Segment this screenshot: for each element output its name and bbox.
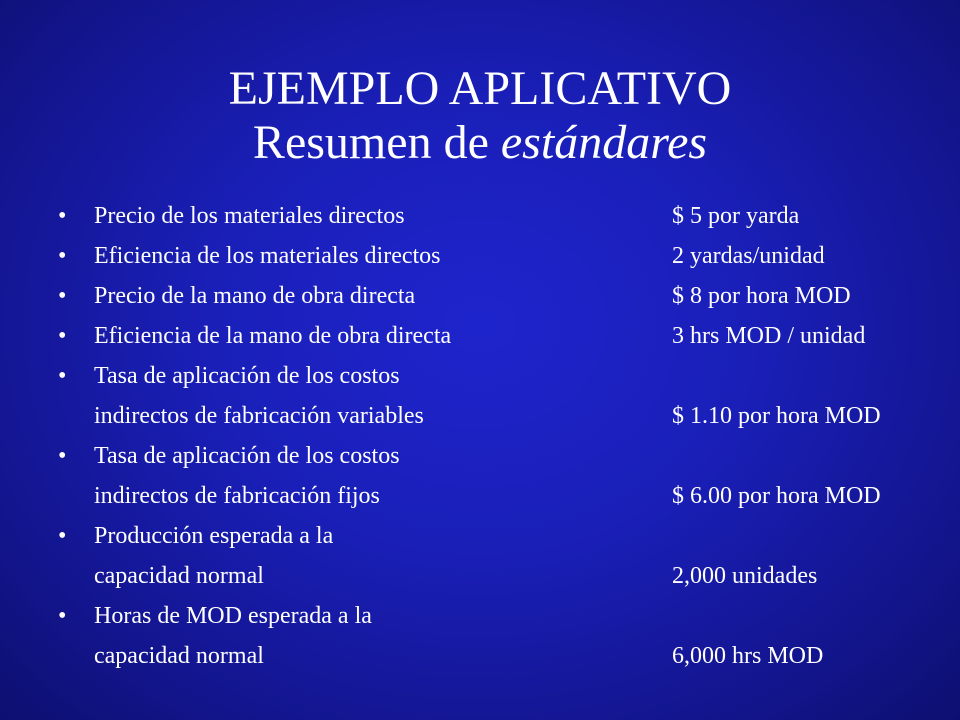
item-label: Eficiencia de los materiales directos — [94, 243, 441, 269]
bullet-icon: • — [58, 203, 67, 229]
slide-title — [0, 62, 960, 170]
bullet-icon: • — [58, 603, 67, 629]
bullet-icon: • — [58, 283, 67, 309]
item-value: 2 yardas/unidad — [672, 243, 825, 269]
bullet-icon: • — [58, 363, 67, 389]
item-value: $ 5 por yarda — [672, 203, 800, 229]
list-item — [58, 196, 958, 236]
item-value: $ 8 por hora MOD — [672, 283, 851, 309]
item-label: Producción esperada a la capacidad normal — [94, 523, 334, 589]
bullet-icon: • — [58, 243, 67, 269]
item-value: 3 hrs MOD / unidad — [672, 323, 866, 349]
item-label: Tasa de aplicación de los costos indirectos de fabricación fijos — [94, 443, 400, 509]
standards-list — [58, 196, 958, 676]
subtitle-italic-text: estándares — [500, 115, 708, 169]
title-line-1: EJEMPLO APLICATIVO — [228, 62, 732, 115]
bullet-icon: • — [58, 523, 67, 549]
item-value: 2,000 unidades — [672, 563, 818, 589]
list-item — [58, 516, 958, 596]
item-label: Precio de la mano de obra directa — [94, 283, 416, 309]
bullet-icon: • — [58, 443, 67, 469]
item-value: $ 1.10 por hora MOD — [672, 403, 881, 429]
item-value: $ 6.00 por hora MOD — [672, 483, 881, 509]
subtitle-text: Resumen de — [252, 115, 501, 169]
item-label: Tasa de aplicación de los costos indirectos de fabricación variables — [94, 363, 424, 429]
list-item — [58, 596, 958, 676]
item-value: 6,000 hrs MOD — [672, 643, 824, 669]
item-label: Eficiencia de la mano de obra directa — [94, 323, 452, 349]
item-label: Horas de MOD esperada a la capacidad normal — [94, 603, 372, 669]
list-item — [58, 316, 958, 356]
list-item — [58, 236, 958, 276]
list-item — [58, 436, 958, 516]
list-item — [58, 276, 958, 316]
bullet-icon: • — [58, 323, 67, 349]
item-label: Precio de los materiales directos — [94, 203, 405, 229]
list-item — [58, 356, 958, 436]
title-line-2 — [0, 116, 960, 170]
